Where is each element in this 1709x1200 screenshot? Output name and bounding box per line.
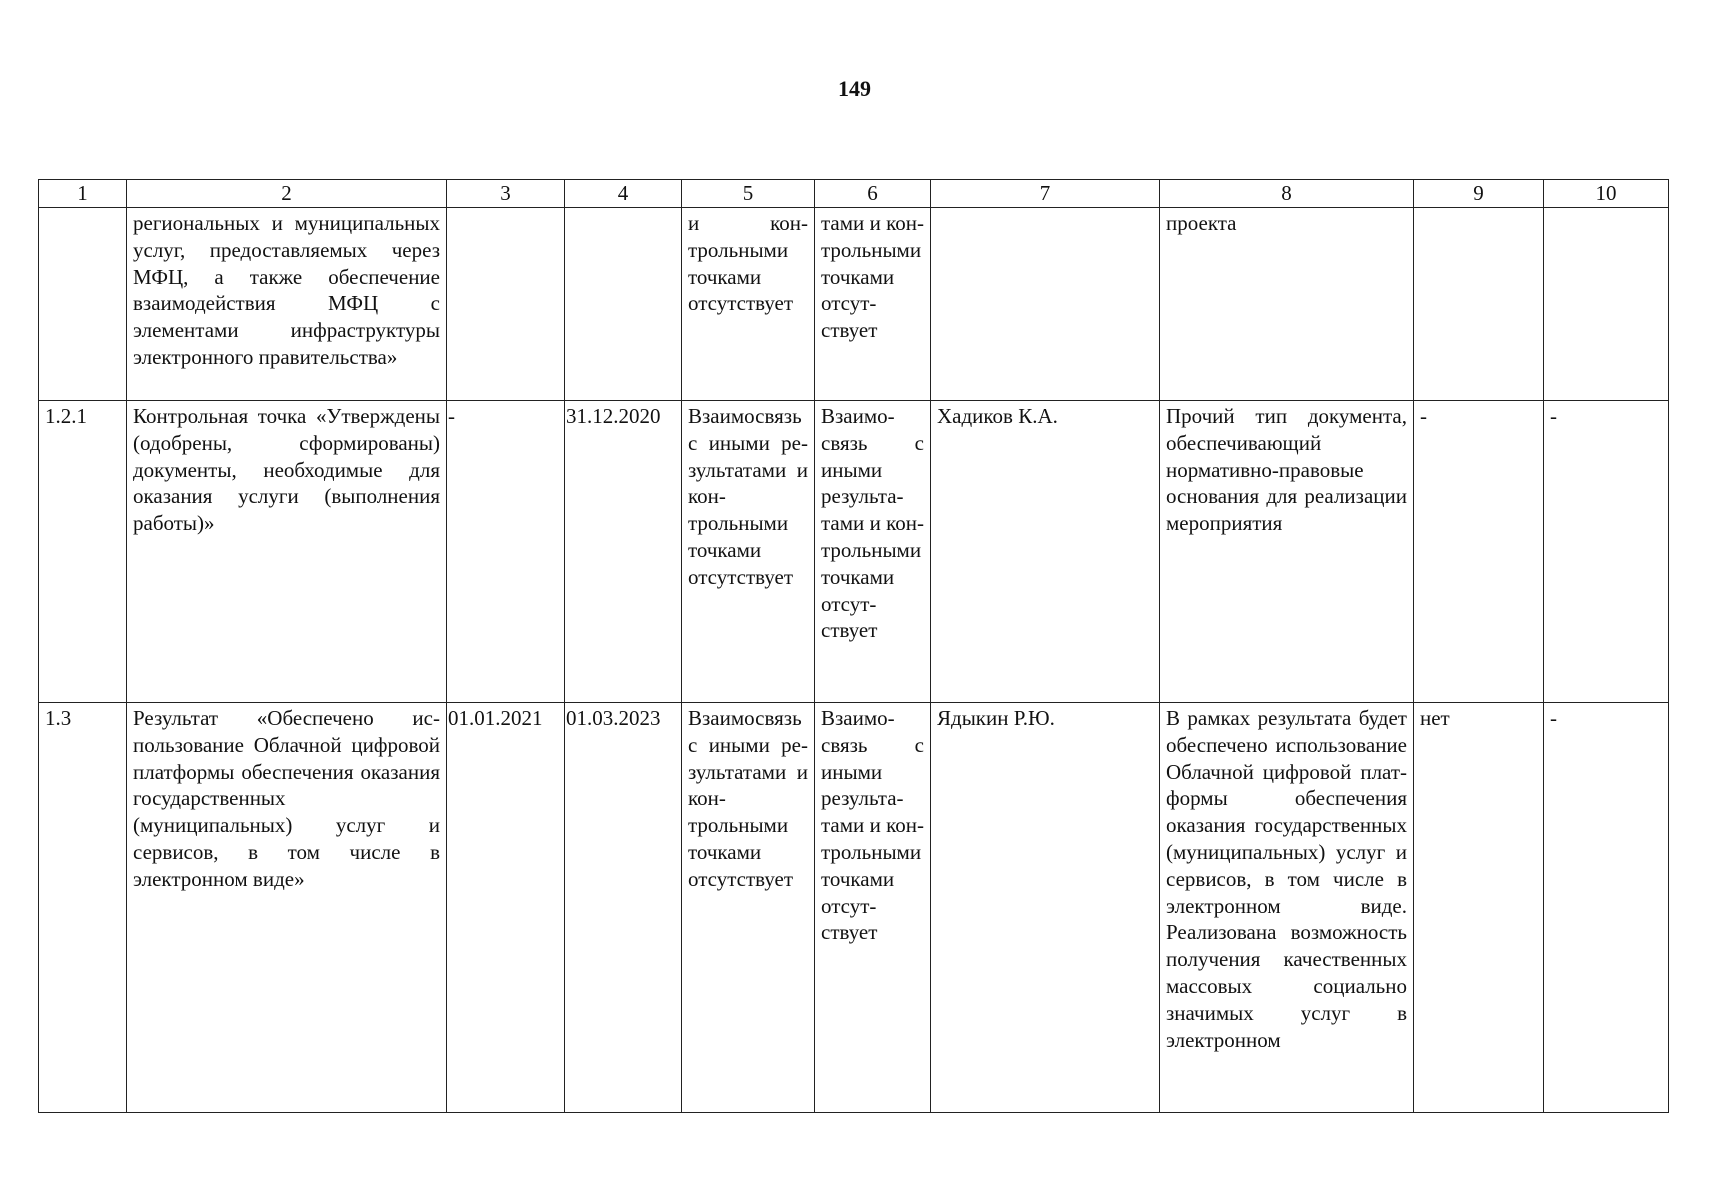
row-doc-type-cell: Прочий тип документа, обеспечивающий нормативно-правовые основания для реализации мероприятия: [1160, 401, 1414, 703]
table-row: [39, 208, 1669, 401]
column-header: 4: [565, 180, 682, 208]
column-header: 1: [39, 180, 127, 208]
column-header: 9: [1414, 180, 1544, 208]
row-number-cell: [39, 208, 127, 401]
row-relation-next-cell: Взаимосвязь с иными результатами и контрольными точками отсутствует: [815, 401, 931, 703]
row-relation-prev-cell: и контрольными точками отсутствует: [682, 208, 815, 401]
row-relation-prev-cell: Взаимосвязь с иными результатами и контрольными точками отсутствует: [682, 703, 815, 1113]
table-row: [39, 401, 1669, 703]
row-doc-type-cell: В рамках результата будет обеспечено использование Облачной цифровой платформы обеспечения оказания государственных (муниципальных) услуг и сервисов, в том числе в электронном виде. Реализована возможность получения качественных массовых социально значимых услуг в электронном: [1160, 703, 1414, 1113]
row-relation-prev-cell: Взаимосвязь с иными результатами и контрольными точками отсутствует: [682, 401, 815, 703]
row-name-cell: Контрольная точка «Утверждены (одобрены, сформированы) документы, необходимые для оказания услуги (выполнения работы)»: [127, 401, 447, 703]
row-start-cell: [447, 208, 565, 401]
column-header: 8: [1160, 180, 1414, 208]
table-row: [39, 703, 1669, 1113]
column-header: 3: [447, 180, 565, 208]
row-responsible-cell: Хадиков К.А.: [931, 401, 1160, 703]
column-header: 6: [815, 180, 931, 208]
row-name-cell: региональных и муниципальных услуг, предоставляемых через МФЦ, а также обеспечение взаимодействия МФЦ с элементами инфраструктуры электронного правительства»: [127, 208, 447, 401]
column-header: 2: [127, 180, 447, 208]
row-start-cell: -: [447, 401, 565, 703]
row-relation-next-cell: Взаимосвязь с иными результатами и контрольными точками отсутствует: [815, 703, 931, 1113]
row-col9-cell: нет: [1414, 703, 1544, 1113]
row-end-cell: [565, 208, 682, 401]
column-header: 5: [682, 180, 815, 208]
table-header-row: [39, 180, 1669, 208]
row-number-cell: 1.2.1: [39, 401, 127, 703]
page-number: 149: [838, 76, 871, 101]
row-col9-cell: [1414, 208, 1544, 401]
row-number-cell: 1.3: [39, 703, 127, 1113]
row-end-cell: 01.03.2023: [565, 703, 682, 1113]
row-doc-type-cell: проекта: [1160, 208, 1414, 401]
row-col10-cell: -: [1544, 401, 1669, 703]
row-responsible-cell: [931, 208, 1160, 401]
row-relation-next-cell: тами и контрольными точками отсутствует: [815, 208, 931, 401]
column-header: 10: [1544, 180, 1669, 208]
row-responsible-cell: Ядыкин Р.Ю.: [931, 703, 1160, 1113]
row-start-cell: 01.01.2021: [447, 703, 565, 1113]
document-table: [38, 179, 1669, 1113]
row-end-cell: 31.12.2020: [565, 401, 682, 703]
row-col10-cell: -: [1544, 703, 1669, 1113]
row-col9-cell: -: [1414, 401, 1544, 703]
column-header: 7: [931, 180, 1160, 208]
row-col10-cell: [1544, 208, 1669, 401]
row-name-cell: Результат «Обеспечено использование Облачной цифровой платформы обеспечения оказания государственных (муниципальных) услуг и сервисов, в том числе в электронном виде»: [127, 703, 447, 1113]
